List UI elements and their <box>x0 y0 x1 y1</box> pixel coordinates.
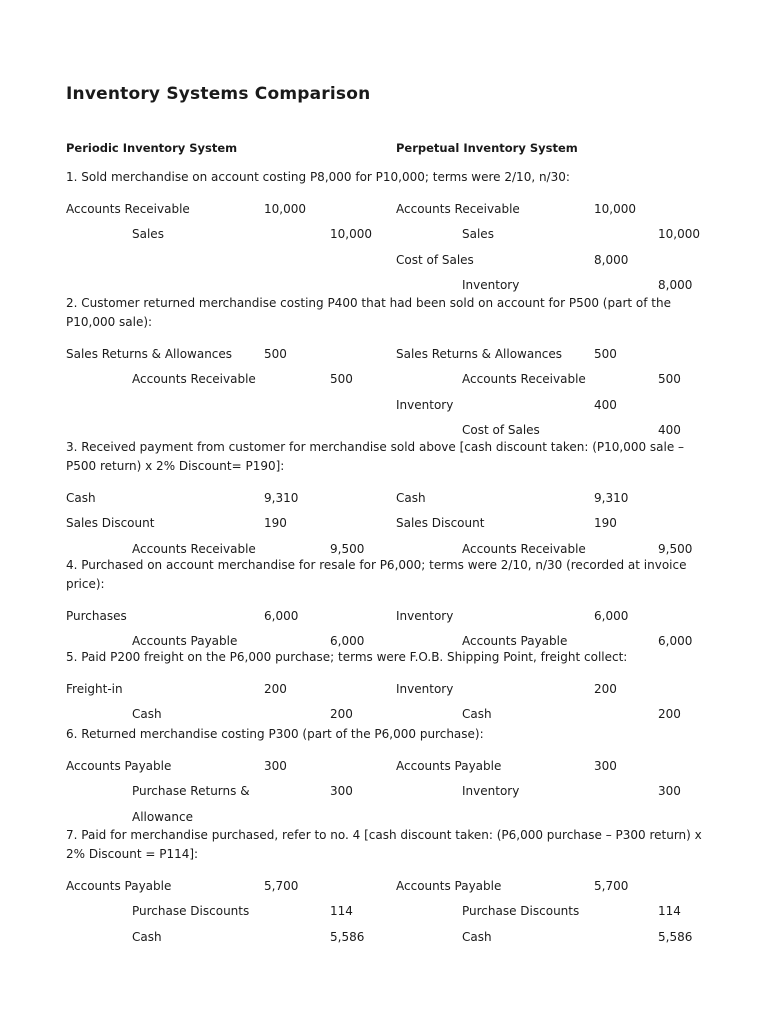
periodic-debit-amount: 300 <box>264 759 287 773</box>
perpetual-debit-amount: 400 <box>594 397 617 412</box>
perpetual-account-name: Purchase Discounts <box>462 904 580 919</box>
periodic-credit-amount: 200 <box>330 707 353 722</box>
periodic-account-name: Cash <box>66 491 96 505</box>
periodic-debit-amount: 200 <box>264 682 287 696</box>
perpetual-credit-amount: 500 <box>658 372 681 387</box>
periodic-debit-amount: 190 <box>264 516 287 531</box>
periodic-debit-amount: 9,310 <box>264 491 299 505</box>
perpetual-debit-amount: 6,000 <box>594 609 629 623</box>
periodic-account-name: Sales <box>132 227 164 242</box>
periodic-account-name: Sales Returns & Allowances <box>66 347 233 361</box>
perpetual-account-name: Accounts Receivable <box>396 202 520 216</box>
perpetual-debit-amount: 8,000 <box>594 252 629 267</box>
periodic-credit-amount: 9,500 <box>330 541 365 556</box>
perpetual-debit-amount: 500 <box>594 347 617 361</box>
perpetual-account-name: Accounts Payable <box>396 879 502 893</box>
perpetual-credit-amount: 10,000 <box>658 227 700 242</box>
periodic-debit-amount: 500 <box>264 347 287 361</box>
periodic-account-name: Cash <box>132 707 162 722</box>
periodic-credit-amount: 300 <box>330 784 353 799</box>
transaction-description: 1. Sold merchandise on account costing P8,000 for P10,000; terms were 2/10, n/30: <box>66 170 570 184</box>
perpetual-credit-amount: 9,500 <box>658 541 693 556</box>
perpetual-account-name: Inventory <box>462 784 520 799</box>
perpetual-credit-amount: 8,000 <box>658 278 693 293</box>
perpetual-debit-amount: 10,000 <box>594 202 636 216</box>
perpetual-account-name: Inventory <box>396 397 454 412</box>
periodic-debit-amount: 5,700 <box>264 879 299 893</box>
perpetual-debit-amount: 190 <box>594 516 617 531</box>
periodic-credit-amount: 10,000 <box>330 227 372 242</box>
periodic-account-name: Accounts Receivable <box>132 541 256 556</box>
perpetual-account-name: Accounts Payable <box>462 634 568 649</box>
perpetual-debit-amount: 300 <box>594 759 617 773</box>
perpetual-credit-amount: 6,000 <box>658 634 693 649</box>
perpetual-account-name: Cost of Sales <box>396 252 474 267</box>
page-title: Inventory Systems Comparison <box>66 84 371 104</box>
perpetual-account-name: Cash <box>396 491 426 505</box>
perpetual-account-name: Inventory <box>462 278 520 293</box>
periodic-account-name: Freight-in <box>66 682 123 696</box>
perpetual-credit-amount: 200 <box>658 707 681 722</box>
periodic-account-name: Cash <box>132 929 162 944</box>
periodic-credit-amount: 114 <box>330 904 353 919</box>
transaction-description: 7. Paid for merchandise purchased, refer to no. 4 [cash discount taken: (P6,000 purchase – P300 return) x 2% Discount = P114]: <box>66 828 702 861</box>
transaction-description: 6. Returned merchandise costing P300 (part of the P6,000 purchase): <box>66 727 484 741</box>
perpetual-account-name: Accounts Receivable <box>462 541 586 556</box>
periodic-credit-amount: 500 <box>330 372 353 387</box>
periodic-account-name: Accounts Receivable <box>66 202 190 216</box>
transaction-description: 2. Customer returned merchandise costing P400 that had been sold on account for P500 (part of the P10,000 sale): <box>66 296 671 329</box>
periodic-account-name: Accounts Payable <box>66 879 172 893</box>
perpetual-debit-amount: 200 <box>594 682 617 696</box>
perpetual-credit-amount: 300 <box>658 784 681 799</box>
perpetual-debit-amount: 9,310 <box>594 491 629 505</box>
perpetual-account-name: Accounts Receivable <box>462 372 586 387</box>
perpetual-account-name: Cash <box>462 929 492 944</box>
perpetual-debit-amount: 5,700 <box>594 879 629 893</box>
perpetual-account-name: Cost of Sales <box>462 423 540 438</box>
transaction-description: 3. Received payment from customer for merchandise sold above [cash discount taken: (P10,000 sale – P500 return) x 2% Discount= P190]: <box>66 440 685 473</box>
perpetual-account-name: Cash <box>462 707 492 722</box>
perpetual-credit-amount: 114 <box>658 904 681 919</box>
periodic-debit-amount: 10,000 <box>264 202 306 216</box>
periodic-account-name: Accounts Receivable <box>132 372 256 387</box>
perpetual-account-name: Accounts Payable <box>396 759 502 773</box>
periodic-account-name: Sales Discount <box>66 516 155 531</box>
periodic-account-name: Purchase Discounts <box>132 904 250 919</box>
perpetual-account-name: Inventory <box>396 609 454 623</box>
perpetual-account-name: Sales Returns & Allowances <box>396 347 563 361</box>
periodic-account-name: Purchase Returns & <box>132 784 250 799</box>
transaction-description: 5. Paid P200 freight on the P6,000 purchase; terms were F.O.B. Shipping Point, freight collect: <box>66 650 628 664</box>
perpetual-account-name: Sales Discount <box>396 516 485 531</box>
periodic-credit-amount: 6,000 <box>330 634 365 649</box>
periodic-account-name: Accounts Payable <box>132 634 238 649</box>
periodic-account-name: Purchases <box>66 609 127 623</box>
transaction-description: 4. Purchased on account merchandise for resale for P6,000; terms were 2/10, n/30 (recorded at invoice price): <box>66 558 687 591</box>
periodic-credit-amount: 5,586 <box>330 929 365 944</box>
periodic-account-name: Allowance <box>132 809 193 824</box>
periodic-account-name: Accounts Payable <box>66 759 172 773</box>
perpetual-account-name: Sales <box>462 227 494 242</box>
perpetual-account-name: Inventory <box>396 682 454 696</box>
periodic-debit-amount: 6,000 <box>264 609 299 623</box>
perpetual-heading: Perpetual Inventory System <box>396 141 578 155</box>
perpetual-credit-amount: 400 <box>658 423 681 438</box>
periodic-heading: Periodic Inventory System <box>66 141 238 155</box>
perpetual-credit-amount: 5,586 <box>658 929 693 944</box>
